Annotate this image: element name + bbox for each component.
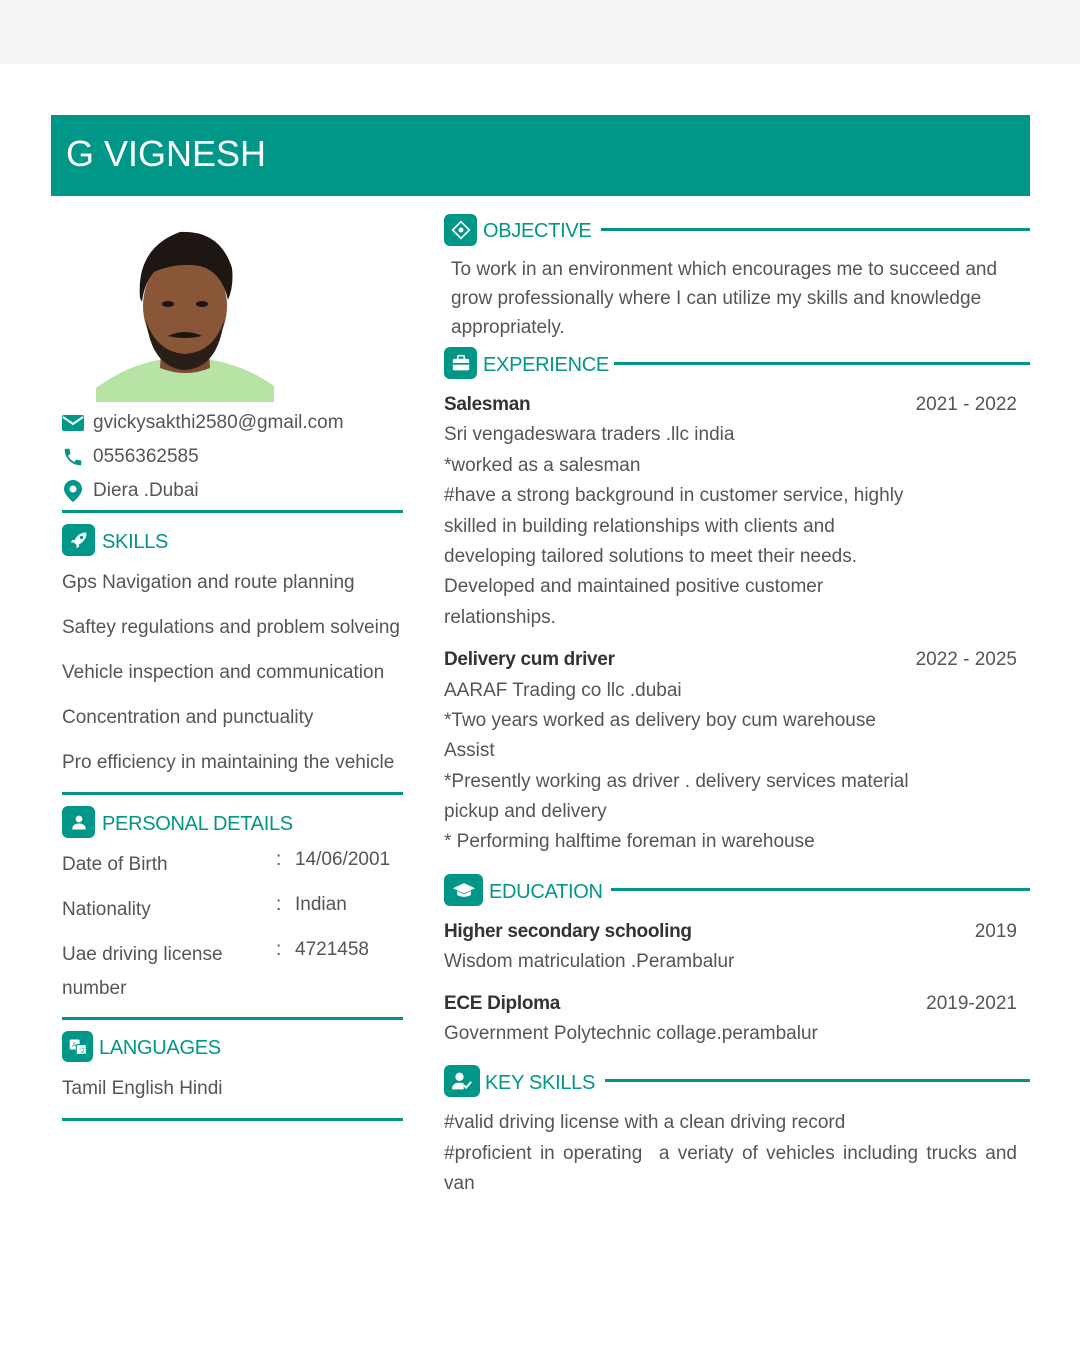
- job-line: Assist: [444, 740, 495, 761]
- nationality-label: Nationality: [62, 899, 151, 920]
- job-title: Salesman: [444, 394, 531, 415]
- job-line: *Two years worked as delivery boy cum warehouse: [444, 710, 876, 731]
- job-line: skilled in building relationships with clients and: [444, 516, 835, 537]
- key-skill-line: #proficient in operating a veriaty of vehicles including trucks and: [444, 1143, 1017, 1164]
- svg-text:A: A: [71, 1041, 77, 1049]
- job-line: pickup and delivery: [444, 801, 607, 822]
- briefcase-icon: [444, 347, 477, 379]
- name-header: [51, 115, 1030, 196]
- email-icon: [62, 412, 84, 434]
- divider: [611, 888, 1030, 891]
- svg-text:文: 文: [78, 1047, 85, 1055]
- skill-item: Pro efficiency in maintaining the vehicle: [62, 752, 395, 773]
- job-line: *worked as a salesman: [444, 455, 641, 476]
- key-skills-title: KEY SKILLS: [485, 1072, 596, 1094]
- personal-details-title: PERSONAL DETAILS: [102, 813, 293, 835]
- divider: [62, 510, 403, 513]
- job-line: #have a strong background in customer service, highly: [444, 485, 904, 506]
- education-title: EDUCATION: [489, 881, 603, 903]
- objective-line: To work in an environment which encourages me to succeed and: [451, 259, 998, 280]
- job-line: developing tailored solutions to meet their needs.: [444, 546, 857, 567]
- target-icon: [444, 214, 477, 246]
- job-line: Sri vengadeswara traders .llc india: [444, 424, 735, 445]
- divider: [62, 1017, 403, 1020]
- languages-title: LANGUAGES: [99, 1037, 221, 1059]
- contact-email[interactable]: [62, 410, 344, 436]
- objective-line: grow professionally where I can utilize my skills and knowledge: [451, 288, 982, 309]
- education-school: Government Polytechnic collage.perambalur: [444, 1023, 818, 1044]
- divider: [605, 1079, 1030, 1082]
- translate-icon: [62, 1031, 93, 1062]
- education-year: 2019: [974, 921, 1017, 942]
- job-line: AARAF Trading co llc .dubai: [444, 680, 682, 701]
- languages-text: Tamil English Hindi: [62, 1078, 223, 1099]
- phone-icon: [62, 446, 84, 468]
- experience-title: EXPERIENCE: [483, 354, 609, 376]
- location-text: Diera .Dubai: [93, 480, 199, 501]
- nationality-value: Indian: [295, 894, 347, 915]
- skill-item: Vehicle inspection and communication: [62, 662, 385, 683]
- divider: [614, 362, 1030, 365]
- license-label: Uae driving license: [62, 944, 223, 965]
- rocket-icon: [62, 524, 95, 556]
- contact-location: [62, 478, 199, 504]
- education-degree: ECE Diploma: [444, 993, 560, 1014]
- candidate-name: G VIGNESH: [66, 133, 267, 174]
- education-year: 2019-2021: [926, 993, 1017, 1014]
- education-degree: Higher secondary schooling: [444, 921, 692, 942]
- education-school: Wisdom matriculation .Perambalur: [444, 951, 735, 972]
- skills-title: SKILLS: [102, 531, 169, 553]
- skill-item: Saftey regulations and problem solveing: [62, 617, 400, 638]
- job-years: 2022 - 2025: [915, 649, 1017, 670]
- job-line: * Performing halftime foreman in warehouse: [444, 831, 815, 852]
- dob-sep: :: [276, 849, 282, 870]
- job-title: Delivery cum driver: [444, 649, 615, 670]
- top-bar: [0, 0, 1080, 64]
- skill-item: Concentration and punctuality: [62, 707, 314, 728]
- divider: [62, 1118, 403, 1121]
- location-pin-icon: [62, 480, 84, 502]
- contact-phone[interactable]: [62, 444, 199, 470]
- key-skill-line: van: [444, 1173, 475, 1194]
- profile-photo: [96, 228, 274, 402]
- license-label-cont: number: [62, 978, 127, 999]
- nationality-sep: :: [276, 894, 282, 915]
- job-line: Developed and maintained positive customer: [444, 576, 824, 597]
- license-sep: :: [276, 939, 282, 960]
- job-years: 2021 - 2022: [915, 394, 1017, 415]
- license-value: 4721458: [295, 939, 369, 960]
- divider: [62, 792, 403, 795]
- objective-title: OBJECTIVE: [483, 220, 592, 242]
- key-skill-line: #valid driving license with a clean driving record: [444, 1112, 846, 1133]
- job-line: *Presently working as driver . delivery services material: [444, 771, 909, 792]
- person-icon: [62, 806, 95, 838]
- divider: [601, 228, 1030, 231]
- job-line: relationships.: [444, 607, 556, 628]
- objective-line: appropriately.: [451, 317, 565, 338]
- skill-item: Gps Navigation and route planning: [62, 572, 355, 593]
- dob-label: Date of Birth: [62, 854, 168, 875]
- phone-text: 0556362585: [93, 446, 199, 467]
- user-check-icon: [444, 1065, 480, 1097]
- dob-value: 14/06/2001: [295, 849, 391, 870]
- email-text: gvickysakthi2580@gmail.com: [93, 412, 344, 433]
- graduation-cap-icon: [444, 874, 483, 906]
